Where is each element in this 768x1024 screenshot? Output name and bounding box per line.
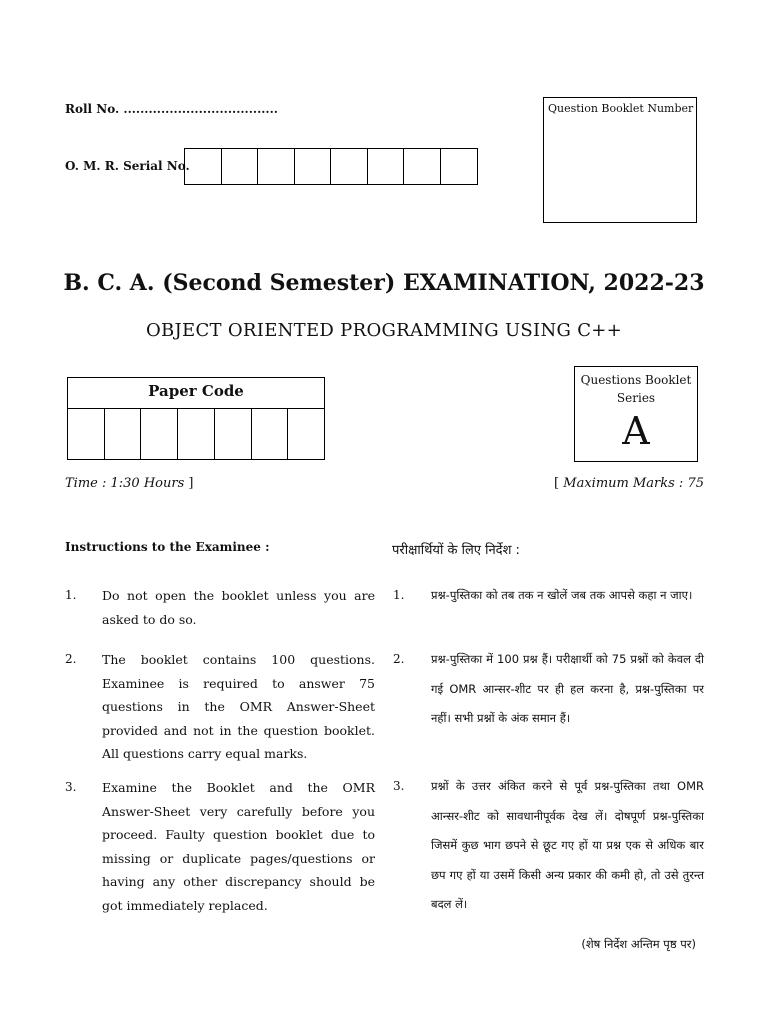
instruction-text: प्रश्नों के उत्तर अंकित करने से पूर्व प्रश्न-पुस्तिका तथा OMR आन्सर-शीट को सावधानीपूर्वक देख लें। दोषपूर्ण प्रश्न-पुस्तिका जिसमें कुछ भाग छपने से छूट गए हों या प्रश्न एक से अधिक बार छप गए हों या उसमें किसी अन्य प्रकार की कमी हो, तो उसे तुरन्त बदल लें। bbox=[431, 779, 704, 911]
time-bracket: ] bbox=[188, 476, 194, 491]
instruction-number: 1. bbox=[65, 588, 77, 602]
booklet-series-box bbox=[574, 366, 698, 462]
exam-title: B. C. A. (Second Semester) EXAMINATION, 2022-23 bbox=[63, 270, 705, 296]
booklet-series-label: Questions Booklet Series bbox=[580, 373, 692, 405]
max-marks-bracket: [ bbox=[554, 476, 560, 491]
roll-number-field: Roll No. ..................................... bbox=[65, 102, 278, 116]
omr-serial-cell bbox=[441, 149, 478, 184]
instruction-item-en bbox=[65, 584, 375, 631]
omr-serial-cell bbox=[295, 149, 332, 184]
omr-serial-label: O. M. R. Serial No. bbox=[65, 159, 190, 173]
paper-code-cell bbox=[105, 409, 142, 460]
instruction-text: The booklet contains 100 questions. Examinee is required to answer 75 questions in the OMR Answer-Sheet provided and not in the question booklet. All questions carry equal marks. bbox=[102, 652, 375, 761]
instruction-item-hi bbox=[393, 645, 704, 734]
instruction-text: प्रश्न-पुस्तिका को तब तक न खोलें जब तक आपसे कहा न जाए। bbox=[431, 588, 693, 602]
instruction-item-en bbox=[65, 648, 375, 766]
paper-code-cell bbox=[68, 409, 105, 460]
continued-note: (शेष निर्देश अन्तिम पृष्ठ पर) bbox=[581, 937, 696, 951]
paper-code-cell bbox=[215, 409, 252, 460]
paper-code-label: Paper Code bbox=[68, 378, 324, 409]
instruction-number: 2. bbox=[393, 652, 405, 666]
question-booklet-number-box bbox=[543, 97, 697, 223]
instruction-item-en bbox=[65, 776, 375, 917]
booklet-series-letter: A bbox=[622, 409, 650, 453]
instructions-heading-en: Instructions to the Examinee : bbox=[65, 540, 270, 554]
instruction-text: Examine the Booklet and the OMR Answer-Sheet very carefully before you proceed. Faulty question booklet due to missing or duplicate pages/questions or having any other discrepancy should be got immediately replaced. bbox=[102, 780, 375, 913]
omr-serial-cell bbox=[258, 149, 295, 184]
instruction-text: Do not open the booklet unless you are asked to do so. bbox=[102, 588, 375, 627]
subject-title: OBJECT ORIENTED PROGRAMMING USING C++ bbox=[145, 320, 623, 341]
time-label: Time : 1:30 Hours bbox=[65, 476, 185, 491]
instruction-number: 3. bbox=[65, 780, 77, 794]
instruction-number: 3. bbox=[393, 779, 405, 793]
paper-code-cell bbox=[178, 409, 215, 460]
instructions-heading-hi: परीक्षार्थियों के लिए निर्देश : bbox=[392, 543, 520, 558]
omr-serial-cell bbox=[222, 149, 259, 184]
omr-serial-cell bbox=[331, 149, 368, 184]
instruction-number: 1. bbox=[393, 588, 405, 602]
omr-serial-cell bbox=[368, 149, 405, 184]
omr-serial-cell bbox=[185, 149, 222, 184]
paper-code-cell bbox=[288, 409, 324, 460]
question-booklet-number-label: Question Booklet Number bbox=[548, 102, 694, 115]
omr-serial-grid bbox=[184, 148, 478, 185]
paper-code-box bbox=[67, 377, 325, 460]
time-allowed bbox=[65, 476, 193, 491]
instruction-item-hi bbox=[393, 581, 704, 611]
instruction-text: प्रश्न-पुस्तिका में 100 प्रश्न हैं। परीक्षार्थी को 75 प्रश्नों को केवल दी गई OMR आन्सर-शीट पर ही हल करना है, प्रश्न-पुस्तिका पर नहीं। सभी प्रश्नों के अंक समान हैं। bbox=[431, 652, 704, 725]
paper-code-cell bbox=[141, 409, 178, 460]
maximum-marks bbox=[554, 476, 704, 491]
omr-serial-cell bbox=[404, 149, 441, 184]
instruction-number: 2. bbox=[65, 652, 77, 666]
paper-code-grid bbox=[68, 409, 324, 460]
instruction-item-hi bbox=[393, 772, 704, 920]
max-marks-label: Maximum Marks : 75 bbox=[563, 476, 704, 491]
paper-code-cell bbox=[252, 409, 289, 460]
